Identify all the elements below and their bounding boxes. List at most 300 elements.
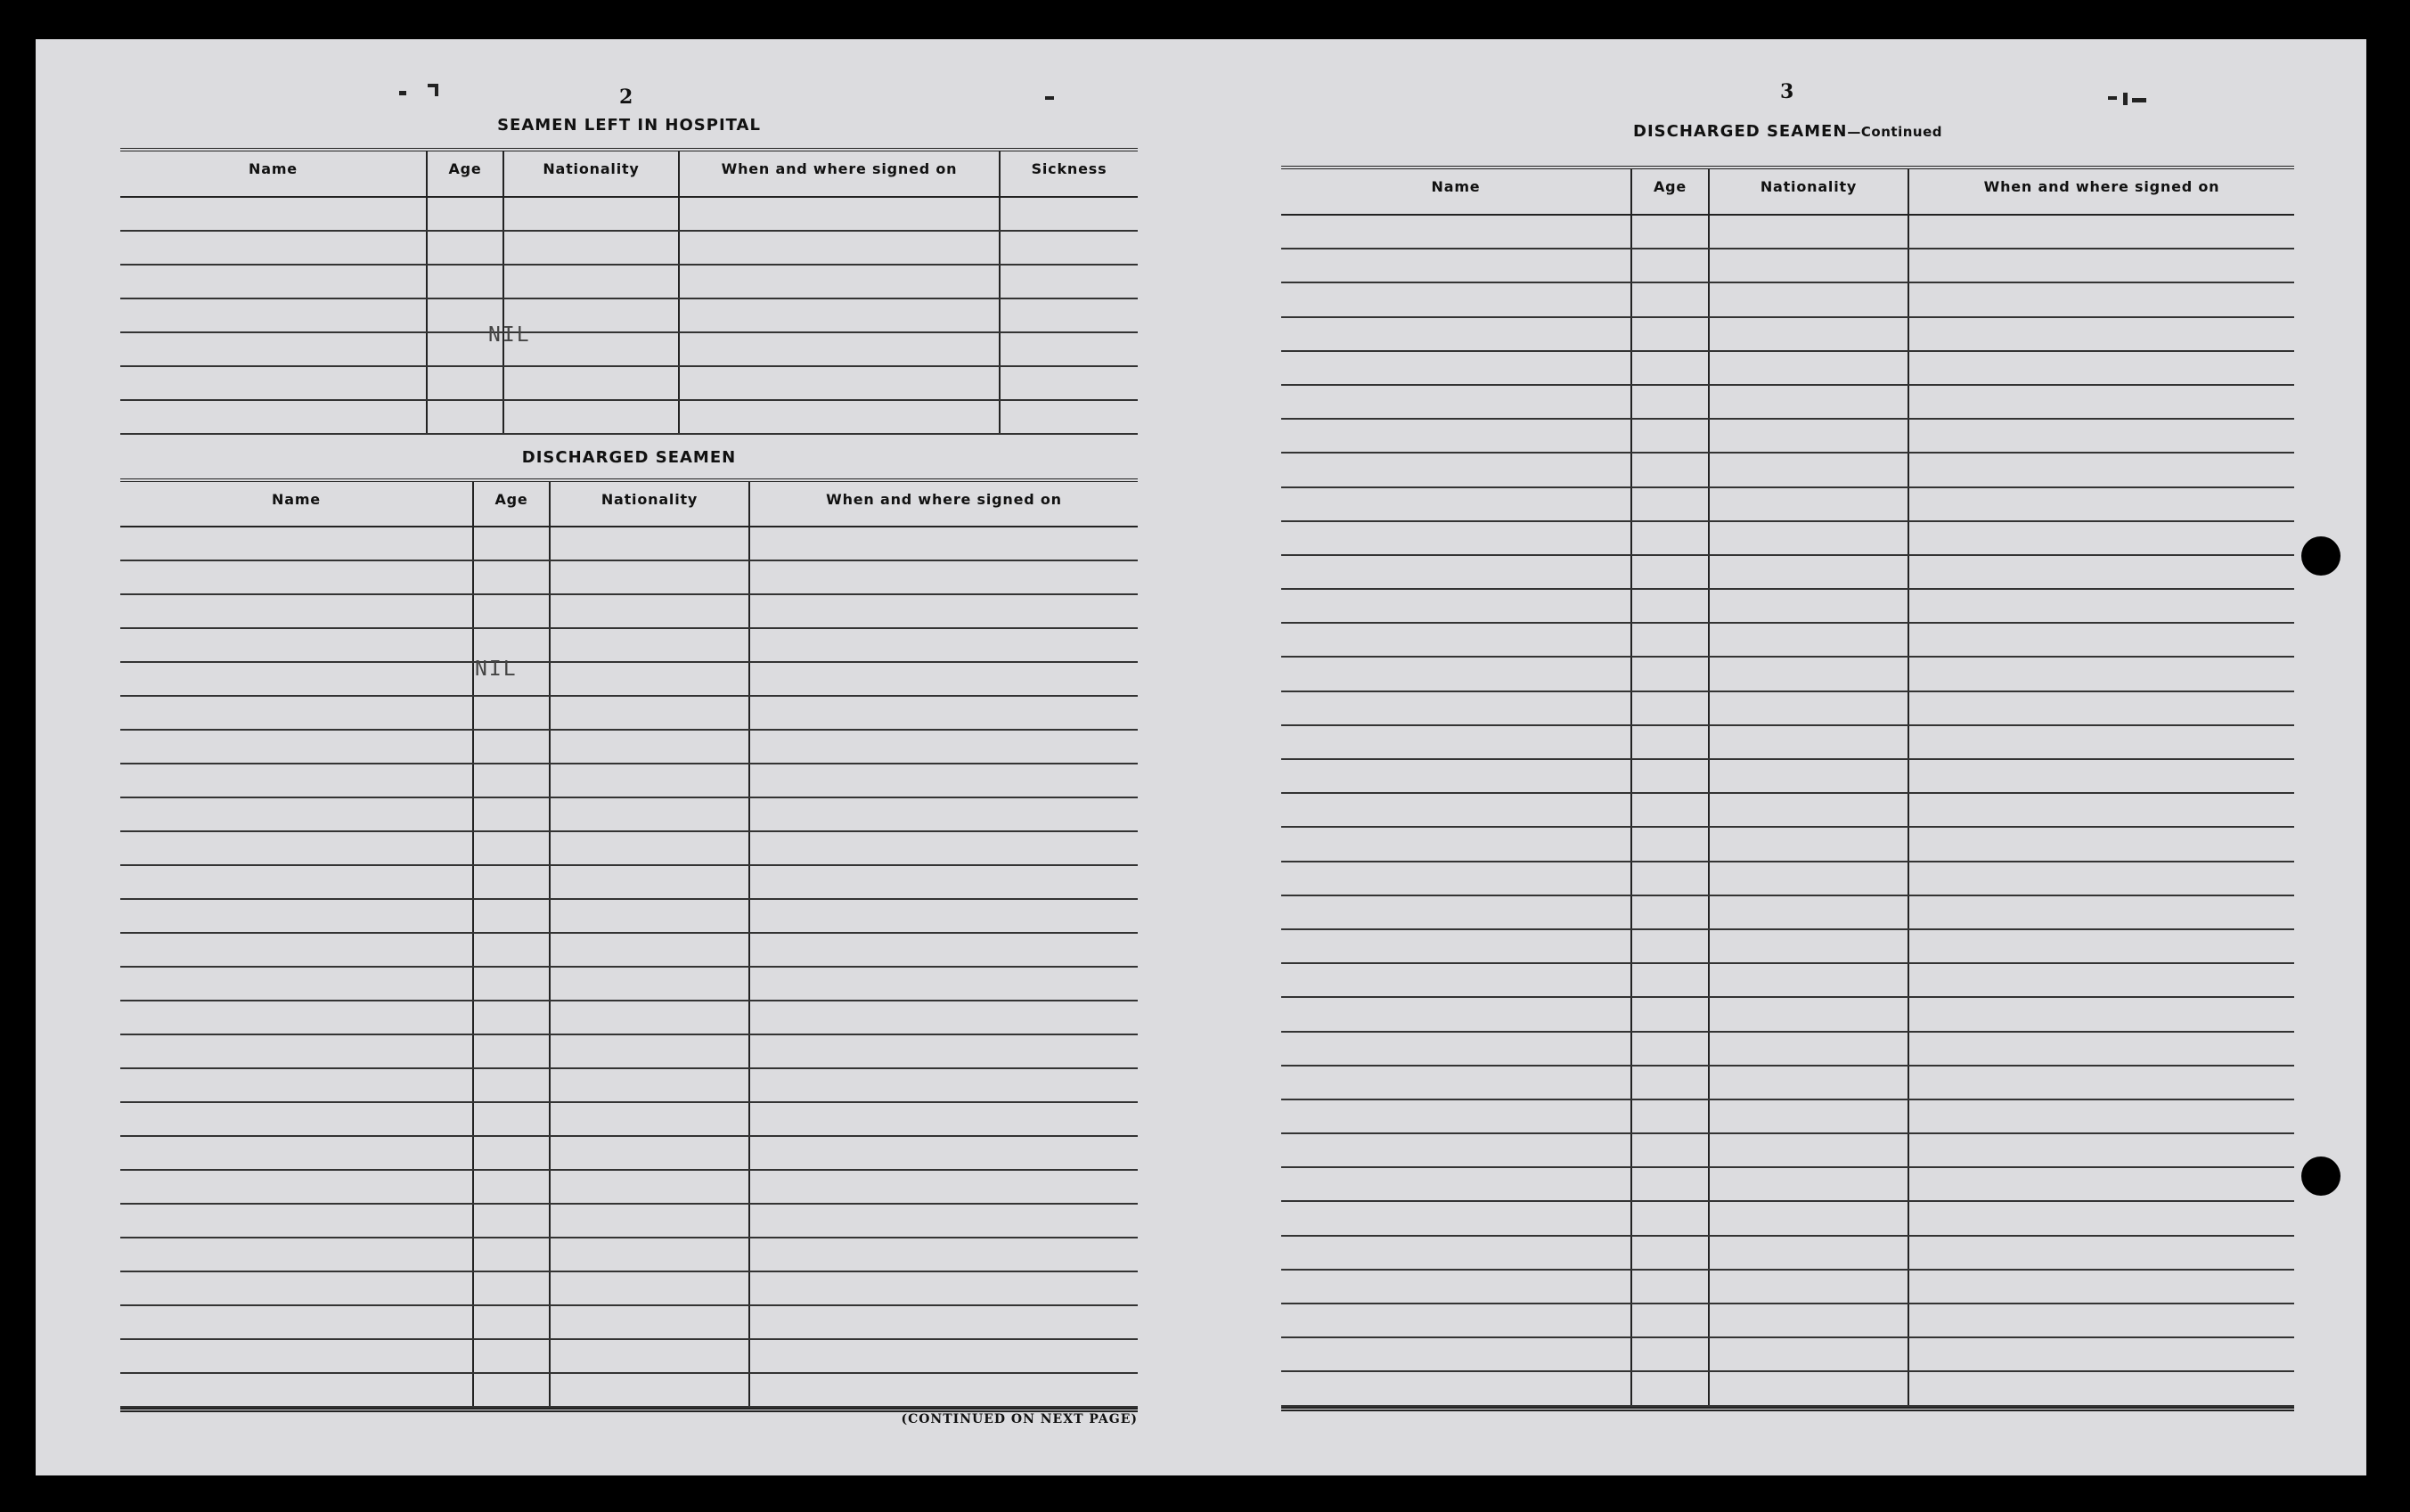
table-cell bbox=[750, 1306, 1138, 1338]
table-cell bbox=[1281, 386, 1632, 418]
table-cell bbox=[1281, 1168, 1632, 1200]
table-cell bbox=[1909, 1100, 2294, 1132]
discharged-section-title: DISCHARGED SEAMEN bbox=[521, 448, 737, 467]
table-cell bbox=[1281, 1372, 1632, 1404]
table-row bbox=[1281, 896, 2294, 930]
table-cell bbox=[120, 1103, 474, 1135]
table-row bbox=[1281, 930, 2294, 964]
table-cell bbox=[1909, 249, 2294, 282]
table-cell bbox=[750, 595, 1138, 627]
table-cell bbox=[1281, 1304, 1632, 1336]
table-cell bbox=[1001, 401, 1138, 433]
table-row bbox=[1281, 249, 2294, 283]
table-row bbox=[1281, 1372, 2294, 1406]
table-cell bbox=[1632, 828, 1710, 860]
table-cell bbox=[1909, 624, 2294, 656]
table-cell bbox=[474, 1205, 551, 1237]
table-cell bbox=[1909, 726, 2294, 758]
discharged-nil-entry: NIL bbox=[475, 658, 518, 681]
table-cell bbox=[120, 764, 474, 797]
table-row bbox=[120, 1238, 1138, 1272]
continued-note: (CONTINUED ON NEXT PAGE) bbox=[901, 1412, 1138, 1426]
table-cell bbox=[1710, 249, 1909, 282]
table-cell bbox=[551, 1238, 750, 1271]
table-cell bbox=[1281, 964, 1632, 996]
table-cell bbox=[474, 1238, 551, 1271]
table-cell bbox=[120, 1035, 474, 1067]
table-cell bbox=[1909, 964, 2294, 996]
table-cell bbox=[474, 697, 551, 729]
table-row bbox=[120, 299, 1138, 333]
scan-mark bbox=[2132, 98, 2146, 102]
table-cell bbox=[1632, 352, 1710, 384]
table-cell bbox=[1281, 1067, 1632, 1099]
table-cell bbox=[1281, 454, 1632, 486]
table-cell bbox=[1001, 299, 1138, 331]
table-cell bbox=[120, 697, 474, 729]
table-cell bbox=[551, 968, 750, 1000]
table-cell bbox=[680, 266, 1001, 298]
table-row bbox=[120, 764, 1138, 798]
table-row bbox=[120, 798, 1138, 832]
table-cell bbox=[1909, 692, 2294, 724]
table-cell bbox=[1632, 283, 1710, 315]
table-cell bbox=[551, 663, 750, 695]
table-cell bbox=[551, 1137, 750, 1169]
table-cell bbox=[1281, 1271, 1632, 1303]
table-cell bbox=[1909, 794, 2294, 826]
table-cell bbox=[1710, 1271, 1909, 1303]
table-cell bbox=[474, 1069, 551, 1101]
discharged-continued-table-header bbox=[1281, 169, 2294, 216]
table-cell bbox=[1909, 1304, 2294, 1336]
table-row bbox=[1281, 1271, 2294, 1304]
table-row bbox=[120, 663, 1138, 697]
table-row bbox=[120, 1340, 1138, 1374]
table-cell bbox=[474, 832, 551, 864]
table-cell bbox=[504, 367, 680, 399]
table-cell bbox=[120, 629, 474, 661]
table-cell bbox=[551, 1001, 750, 1034]
table-cell bbox=[1281, 1202, 1632, 1234]
table-row bbox=[120, 1035, 1138, 1069]
table-cell bbox=[680, 367, 1001, 399]
column-header-signed-on: When and where signed on bbox=[826, 491, 1062, 508]
table-cell bbox=[474, 561, 551, 593]
table-cell bbox=[474, 1103, 551, 1135]
table-cell bbox=[750, 866, 1138, 898]
table-cell bbox=[1632, 692, 1710, 724]
table-cell bbox=[1710, 522, 1909, 554]
table-cell bbox=[750, 1035, 1138, 1067]
table-row bbox=[120, 1306, 1138, 1340]
table-cell bbox=[120, 367, 428, 399]
table-row bbox=[120, 401, 1138, 435]
table-cell bbox=[120, 401, 428, 433]
table-cell bbox=[1710, 1338, 1909, 1370]
table-cell bbox=[1281, 658, 1632, 690]
table-cell bbox=[1710, 964, 1909, 996]
table-cell bbox=[551, 629, 750, 661]
table-cell bbox=[750, 1205, 1138, 1237]
table-cell bbox=[750, 1272, 1138, 1304]
table-cell bbox=[1281, 896, 1632, 928]
table-row bbox=[120, 561, 1138, 595]
table-cell bbox=[474, 1035, 551, 1067]
table-cell bbox=[680, 299, 1001, 331]
table-cell bbox=[750, 629, 1138, 661]
table-cell bbox=[1632, 216, 1710, 248]
table-row bbox=[1281, 1134, 2294, 1168]
table-cell bbox=[1281, 249, 1632, 282]
table-cell bbox=[1710, 1202, 1909, 1234]
table-cell bbox=[680, 333, 1001, 365]
table-cell bbox=[1909, 556, 2294, 588]
column-header-signed-on: When and where signed on bbox=[1983, 178, 2220, 195]
table-cell bbox=[750, 697, 1138, 729]
table-cell bbox=[1909, 318, 2294, 350]
table-cell bbox=[551, 561, 750, 593]
table-row bbox=[1281, 760, 2294, 794]
table-row bbox=[120, 266, 1138, 299]
table-cell bbox=[120, 900, 474, 932]
document-sheet bbox=[36, 39, 2366, 1475]
table-cell bbox=[750, 900, 1138, 932]
table-row bbox=[1281, 624, 2294, 658]
table-cell bbox=[120, 663, 474, 695]
table-cell bbox=[750, 663, 1138, 695]
table-cell bbox=[750, 1374, 1138, 1406]
table-cell bbox=[1281, 998, 1632, 1030]
table-cell bbox=[1710, 1067, 1909, 1099]
table-cell bbox=[474, 1171, 551, 1203]
table-row bbox=[120, 1171, 1138, 1205]
table-row bbox=[120, 866, 1138, 900]
table-cell bbox=[1001, 333, 1138, 365]
table-cell bbox=[1710, 794, 1909, 826]
table-row bbox=[1281, 1168, 2294, 1202]
table-row bbox=[1281, 998, 2294, 1032]
table-cell bbox=[1632, 1304, 1710, 1336]
section-title-main: DISCHARGED SEAMEN bbox=[1633, 122, 1848, 141]
table-row bbox=[1281, 828, 2294, 862]
table-cell bbox=[120, 1069, 474, 1101]
table-cell bbox=[1710, 828, 1909, 860]
column-header-nationality: Nationality bbox=[504, 151, 680, 196]
table-cell bbox=[1632, 1271, 1710, 1303]
table-cell bbox=[1909, 454, 2294, 486]
table-cell bbox=[474, 1340, 551, 1372]
scan-mark bbox=[1045, 96, 1054, 100]
table-row bbox=[1281, 522, 2294, 556]
table-cell bbox=[551, 798, 750, 830]
table-row bbox=[1281, 1202, 2294, 1236]
table-cell bbox=[1909, 1134, 2294, 1166]
table-cell bbox=[551, 1035, 750, 1067]
column-header-age: Age bbox=[428, 151, 504, 196]
table-cell bbox=[551, 527, 750, 560]
table-row bbox=[120, 968, 1138, 1001]
table-cell bbox=[120, 561, 474, 593]
table-cell bbox=[474, 595, 551, 627]
page-number: 3 bbox=[1780, 80, 1794, 103]
table-row bbox=[120, 629, 1138, 663]
table-cell bbox=[1710, 658, 1909, 690]
table-cell bbox=[1281, 352, 1632, 384]
table-cell bbox=[1281, 556, 1632, 588]
table-row bbox=[120, 1374, 1138, 1408]
table-cell bbox=[1909, 590, 2294, 622]
table-cell bbox=[1909, 522, 2294, 554]
table-cell bbox=[1909, 998, 2294, 1030]
table-cell bbox=[750, 527, 1138, 560]
table-cell bbox=[551, 1069, 750, 1101]
column-header-name: Name bbox=[120, 482, 474, 526]
table-row bbox=[1281, 1338, 2294, 1372]
table-cell bbox=[1632, 760, 1710, 792]
table-cell bbox=[1281, 420, 1632, 452]
table-row bbox=[120, 1205, 1138, 1238]
table-cell bbox=[1909, 1067, 2294, 1099]
table-row bbox=[1281, 283, 2294, 317]
table-cell bbox=[750, 1103, 1138, 1135]
table-cell bbox=[428, 232, 504, 264]
table-row bbox=[120, 595, 1138, 629]
table-cell bbox=[1632, 386, 1710, 418]
table-cell bbox=[1281, 624, 1632, 656]
table-cell bbox=[1632, 896, 1710, 928]
table-cell bbox=[428, 266, 504, 298]
table-cell bbox=[120, 1137, 474, 1169]
column-header-name: Name bbox=[1281, 169, 1632, 214]
table-cell bbox=[120, 731, 474, 763]
table-cell bbox=[1632, 998, 1710, 1030]
table-row bbox=[120, 1272, 1138, 1306]
table-cell bbox=[1909, 1202, 2294, 1234]
table-cell bbox=[1632, 454, 1710, 486]
table-cell bbox=[1281, 283, 1632, 315]
table-row bbox=[1281, 658, 2294, 691]
table-cell bbox=[1281, 216, 1632, 248]
table-cell bbox=[750, 934, 1138, 966]
table-cell bbox=[120, 1205, 474, 1237]
table-cell bbox=[474, 934, 551, 966]
table-cell bbox=[1632, 862, 1710, 895]
table-cell bbox=[1710, 318, 1909, 350]
column-header-sickness: Sickness bbox=[1031, 160, 1107, 177]
table-cell bbox=[750, 1340, 1138, 1372]
hospital-table bbox=[120, 148, 1138, 435]
table-cell bbox=[1909, 1338, 2294, 1370]
table-row bbox=[120, 1001, 1138, 1035]
table-row bbox=[1281, 964, 2294, 998]
table-row bbox=[120, 1137, 1138, 1171]
table-cell bbox=[504, 232, 680, 264]
table-cell bbox=[750, 731, 1138, 763]
table-cell bbox=[474, 1272, 551, 1304]
section-title-suffix: —Continued bbox=[1847, 124, 1942, 140]
scan-mark bbox=[435, 86, 438, 96]
table-cell bbox=[680, 401, 1001, 433]
table-row bbox=[1281, 590, 2294, 624]
page-number: 2 bbox=[619, 86, 633, 109]
table-cell bbox=[1909, 1168, 2294, 1200]
table-cell bbox=[120, 595, 474, 627]
table-cell bbox=[1281, 318, 1632, 350]
table-cell bbox=[474, 731, 551, 763]
table-row bbox=[1281, 794, 2294, 828]
table-row bbox=[120, 1069, 1138, 1103]
table-row bbox=[1281, 352, 2294, 386]
table-cell bbox=[1632, 930, 1710, 962]
table-cell bbox=[120, 1306, 474, 1338]
table-row bbox=[1281, 556, 2294, 590]
table-cell bbox=[120, 1001, 474, 1034]
table-cell bbox=[551, 731, 750, 763]
table-cell bbox=[1001, 232, 1138, 264]
column-header-signed-on: When and where signed on bbox=[680, 151, 1001, 196]
table-cell bbox=[1632, 658, 1710, 690]
table-cell bbox=[1909, 420, 2294, 452]
table-cell bbox=[1909, 1237, 2294, 1269]
table-cell bbox=[474, 1137, 551, 1169]
table-cell bbox=[1281, 1338, 1632, 1370]
table-cell bbox=[1909, 828, 2294, 860]
table-bottom-rule bbox=[1281, 1407, 2294, 1411]
table-cell bbox=[1632, 1202, 1710, 1234]
table-cell bbox=[1909, 488, 2294, 520]
table-cell bbox=[750, 764, 1138, 797]
table-cell bbox=[551, 764, 750, 797]
table-cell bbox=[1909, 352, 2294, 384]
table-cell bbox=[504, 401, 680, 433]
table-cell bbox=[1001, 198, 1138, 230]
table-cell bbox=[474, 1306, 551, 1338]
table-cell bbox=[1281, 1237, 1632, 1269]
table-cell bbox=[120, 1171, 474, 1203]
table-cell bbox=[750, 1171, 1138, 1203]
table-cell bbox=[551, 1272, 750, 1304]
table-row bbox=[1281, 1100, 2294, 1134]
table-cell bbox=[474, 968, 551, 1000]
table-cell bbox=[1909, 1033, 2294, 1065]
table-cell bbox=[750, 968, 1138, 1000]
table-cell bbox=[1909, 930, 2294, 962]
table-cell bbox=[1632, 488, 1710, 520]
table-cell bbox=[1632, 1134, 1710, 1166]
table-cell bbox=[1632, 624, 1710, 656]
table-row bbox=[120, 697, 1138, 731]
table-cell bbox=[1632, 590, 1710, 622]
table-cell bbox=[551, 1306, 750, 1338]
table-cell bbox=[1710, 1304, 1909, 1336]
table-cell bbox=[1909, 658, 2294, 690]
table-cell bbox=[1281, 590, 1632, 622]
scan-mark bbox=[2108, 96, 2117, 100]
table-cell bbox=[1281, 760, 1632, 792]
table-cell bbox=[474, 1374, 551, 1406]
table-cell bbox=[120, 198, 428, 230]
table-cell bbox=[474, 1001, 551, 1034]
table-cell bbox=[551, 1374, 750, 1406]
table-row bbox=[120, 900, 1138, 934]
table-row bbox=[1281, 1237, 2294, 1271]
scan-mark bbox=[399, 91, 406, 95]
table-cell bbox=[1710, 1372, 1909, 1404]
table-cell bbox=[1710, 454, 1909, 486]
hospital-table-body bbox=[120, 198, 1138, 435]
table-cell bbox=[1632, 556, 1710, 588]
table-cell bbox=[1909, 896, 2294, 928]
table-cell bbox=[1710, 624, 1909, 656]
table-cell bbox=[1909, 862, 2294, 895]
table-row bbox=[120, 232, 1138, 266]
table-cell bbox=[750, 798, 1138, 830]
table-cell bbox=[1632, 794, 1710, 826]
table-cell bbox=[551, 900, 750, 932]
table-cell bbox=[1710, 1100, 1909, 1132]
table-row bbox=[1281, 318, 2294, 352]
column-header-age: Age bbox=[1632, 169, 1710, 214]
table-cell bbox=[1710, 1168, 1909, 1200]
table-cell bbox=[1909, 283, 2294, 315]
table-cell bbox=[750, 1069, 1138, 1101]
table-cell bbox=[750, 832, 1138, 864]
table-cell bbox=[1281, 1134, 1632, 1166]
table-cell bbox=[1281, 1033, 1632, 1065]
table-cell bbox=[1632, 522, 1710, 554]
table-cell bbox=[1710, 896, 1909, 928]
table-row bbox=[120, 527, 1138, 561]
table-cell bbox=[551, 1205, 750, 1237]
table-cell bbox=[1281, 862, 1632, 895]
table-cell bbox=[1710, 386, 1909, 418]
table-cell bbox=[1632, 1237, 1710, 1269]
table-cell bbox=[474, 900, 551, 932]
table-cell bbox=[474, 629, 551, 661]
table-cell bbox=[1281, 692, 1632, 724]
hospital-nil-entry: NIL bbox=[488, 323, 531, 347]
table-cell bbox=[1710, 420, 1909, 452]
table-row bbox=[120, 333, 1138, 367]
table-row bbox=[1281, 1304, 2294, 1338]
table-cell bbox=[120, 232, 428, 264]
table-cell bbox=[120, 866, 474, 898]
table-cell bbox=[428, 198, 504, 230]
table-cell bbox=[1632, 1338, 1710, 1370]
table-cell bbox=[1281, 488, 1632, 520]
table-cell bbox=[120, 266, 428, 298]
table-cell bbox=[1710, 692, 1909, 724]
table-cell bbox=[1909, 760, 2294, 792]
table-cell bbox=[1281, 828, 1632, 860]
table-cell bbox=[1710, 556, 1909, 588]
table-cell bbox=[551, 866, 750, 898]
table-cell bbox=[120, 934, 474, 966]
table-cell bbox=[1710, 352, 1909, 384]
table-cell bbox=[1710, 1134, 1909, 1166]
table-cell bbox=[1001, 266, 1138, 298]
table-row bbox=[1281, 386, 2294, 420]
table-cell bbox=[1710, 930, 1909, 962]
table-cell bbox=[1710, 998, 1909, 1030]
table-row bbox=[120, 1103, 1138, 1137]
table-cell bbox=[120, 299, 428, 331]
table-cell bbox=[551, 595, 750, 627]
table-cell bbox=[1632, 1372, 1710, 1404]
table-cell bbox=[1281, 726, 1632, 758]
table-cell bbox=[1281, 1100, 1632, 1132]
